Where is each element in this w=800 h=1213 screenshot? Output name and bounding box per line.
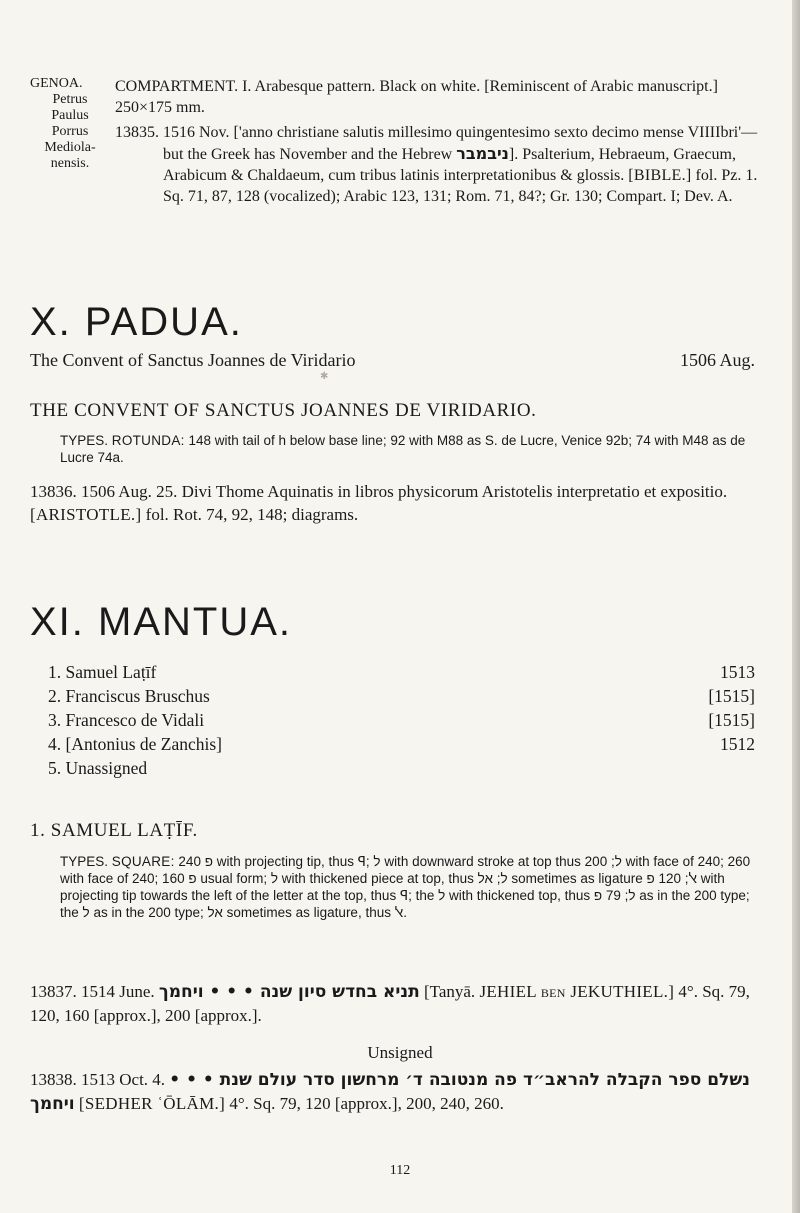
entry-text: fol. Rot. 74, 92, 148; diagrams. (145, 505, 359, 524)
entry-text: 1513 Oct. 4. (81, 1070, 166, 1089)
page-edge-shadow (792, 0, 800, 1213)
printer-subheading: 1. SAMUEL LAṬĪF. (30, 820, 198, 841)
section-heading-padua: X. PADUA. (30, 300, 243, 344)
entry-number: 13838. (30, 1070, 77, 1089)
types-description (30, 853, 755, 921)
entry-text: [Tanyā. (423, 982, 476, 1001)
types-label: TYPES. (60, 433, 109, 448)
list-item: 5. Unassigned (48, 758, 148, 778)
unsigned-label: Unsigned (367, 1043, 433, 1062)
list-item: 1. Samuel Laṭīf 1513 (48, 662, 755, 682)
hebrew-word: ניבמבר (456, 144, 509, 163)
printer-subheading: THE CONVENT OF SANCTUS JOANNES DE VIRIDARIO. (30, 400, 537, 421)
printer-line (30, 350, 755, 371)
printer-margin-label (30, 76, 110, 172)
printer-name-line: nensis. (50, 156, 90, 171)
list-item: 4. [Antonius de Zanchis] 1512 (48, 734, 755, 754)
section-heading-mantua: XI. MANTUA. (30, 600, 293, 644)
compartment-note: COMPARTMENT. I. Arabesque pattern. Black on white. [Reminiscent of Arabic manuscript.] 250×175 mm. (115, 78, 718, 116)
types-description (30, 432, 755, 466)
heading-tag: [ARISTOTLE.] (30, 505, 142, 524)
printer-date: 1506 Aug. (679, 350, 755, 370)
printer-name-line: Petrus (52, 92, 88, 107)
entry-13838 (30, 1068, 755, 1116)
entry-13836 (30, 480, 755, 526)
entry-text: 1514 June. (81, 982, 155, 1001)
city-label: GENOA. (30, 76, 83, 91)
star-mark: ✱ (320, 371, 329, 382)
genoa-entry (115, 76, 775, 207)
printer-name-line: Porrus (51, 124, 89, 139)
entry-number: 13837. (30, 982, 77, 1001)
list-item: 2. Franciscus Bruschus [1515] (48, 686, 755, 706)
printer-list (48, 660, 755, 780)
heading-tag: [SEDHER ʿŌLĀM.] (78, 1094, 226, 1113)
types-kind: ROTUNDA: (111, 433, 185, 448)
printer-name: The Convent of Sanctus Joannes de Viridario (30, 350, 356, 370)
heading-tag: [BIBLE.] (628, 167, 692, 184)
types-label: TYPES. (60, 854, 109, 869)
entry-text: 1506 Aug. 25. Divi Thome Aquinatis in libros physicorum Aristotelis interpretatio et expositio. (81, 482, 728, 501)
heading-tag: JEHIEL ben JEKUTHIEL.] (479, 982, 675, 1001)
types-text: 240 פ with projecting tip, thus ꟼ; ל with downward stroke at top thus ל; 200 with face of 240; 260 with face of 240; 160 פ usual form; ל with thickened piece at top, thus ל; אל sometimes as ligature ﭏ; 120 פ with projecting tip towards the left of the letter at the top, thus ꟼ; the ל with thickened top, thus ל; 79 פ as in the 200 type; the ל as in the 200 type; אל sometimes as ligature, thus ﭏ. (60, 854, 751, 920)
hebrew-title: תניא בחדש סיון שנה • • • ויחמך (158, 982, 420, 1002)
entry-number: 13836. (30, 482, 77, 501)
entry-text: 4°. Sq. 79, 120, 160 [approx.], 200 [approx.]. (30, 982, 750, 1025)
entry-text: fol. Pz. 1. Sq. 71, 87, 128 (vocalized); Arabic 123, 131; Rom. 71, 84?; Gr. 130; Compart. I; Dev. A. (163, 167, 758, 205)
entry-text: ]. Psalterium, Hebraeum, Graecum, Arabicum & Chaldaeum, cum tribus latinis interpretationibus & glossis. (163, 146, 736, 184)
entry-number: 13835. (115, 124, 159, 141)
entry-text: 4°. Sq. 79, 120 [approx.], 200, 240, 260. (229, 1094, 504, 1113)
types-kind: SQUARE: (111, 854, 175, 869)
entry-13837 (30, 980, 755, 1027)
list-item: 3. Francesco de Vidali [1515] (48, 710, 755, 730)
hebrew-title: נשלם ספר הקבלה להראב״ד פה מנטובה ד׳ מרחשון סדר עולם שנת • • • ויחמך (30, 1070, 750, 1114)
entry-text: 1516 Nov. ['anno christiane salutis millesimo quingentesimo sexto decimo mense VIIIIbri'—but the Greek has November and the Hebrew (163, 124, 758, 163)
types-text: 148 with tail of h below base line; 92 with M88 as S. de Lucre, Venice 92b; 74 with M48 as de Lucre 74a. (60, 433, 746, 465)
printer-name-line: Paulus (51, 108, 89, 123)
entry-13835 (115, 122, 775, 207)
page-number: 112 (389, 1163, 411, 1178)
printer-name-line: Mediola- (44, 140, 96, 155)
